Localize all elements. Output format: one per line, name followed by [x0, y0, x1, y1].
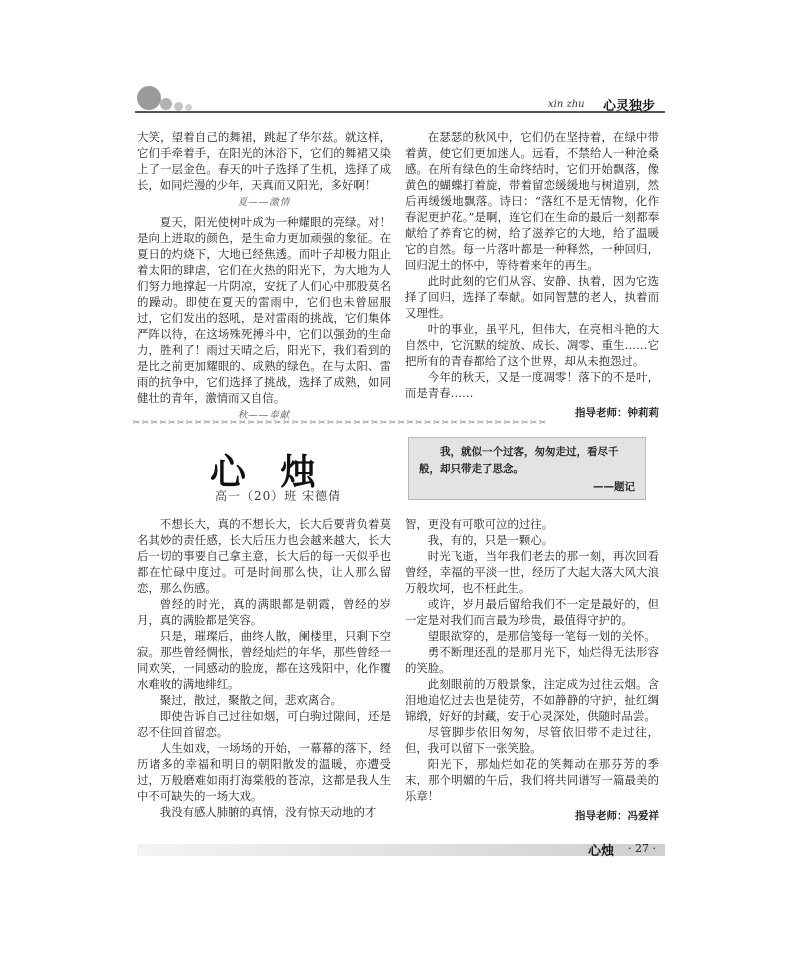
- paragraph: 只是，璀璨后，曲终人散，阑楼里，只剩下空寂。那些曾经惆怅，曾经灿烂的年华，那些曾经一同欢笑，一同感动的脸庞，都在这残阳中，化作覆水难收的满地绯红。: [137, 629, 391, 691]
- paragraph: 尽管脚步依旧匆匆，尽管依旧带不走过往，但，我可以留下一张笑脸。: [405, 725, 659, 755]
- paragraph: 智，更没有可歌可泣的过往。: [405, 517, 554, 531]
- paragraph: 勇不断理还乱的是那月光下，灿烂得无法形容的笑脸。: [405, 645, 659, 675]
- header-rule: [135, 111, 665, 113]
- paragraph: 或许，岁月最后留给我们不一定是最好的，但一定是对我们而言最为珍贵，最值得守护的。: [405, 597, 659, 627]
- paragraph: 夏天，阳光使树叶成为一种耀眼的亮绿。对！是向上进取的颜色，是生命力更加顽强的象征。在夏日的灼烧下，大地已经焦透。而叶子却极力阻止着太阳的肆虐，它们在火热的阳光下，为大地为人们努力地撑起一片阴凉，安抚了人们心中那股莫名的躁动。即使在夏天的雷雨中，它们也未曾屈服过，它们发出的怒吼，是对雷雨的挑战，它们集体严阵以待，在这场殊死搏斗中，它们以强劲的生命力，胜利了！雨过天晴之后，阳光下，我们看到的是比之前更加耀眼的、成熟的绿色。在与太阳、雷雨的抗争中，它们选择了挑战，选择了成熟，如同健壮的青年，激情而又自信。: [137, 215, 391, 405]
- paragraph: 人生如戏，一场场的开始，一幕幕的落下，经历诸多的幸福和明日的朝阳散发的温暖，亦遭受过，万般磨难如雨打海棠般的苍凉，这都是我人生中不可缺失的一场大戏。: [137, 741, 391, 803]
- paragraph: 即使告诉自己过往如烟，可白驹过隙间，还是忍不住回首留恋。: [137, 709, 391, 739]
- footer-title: 心烛: [588, 844, 615, 859]
- footer-band: [137, 844, 665, 856]
- paragraph: 不想长大，真的不想长大，长大后要背负着莫名其妙的责任感，长大后压力也会越来越大，长大后一切的事要自己拿主意，长大后的每一天似乎也都在忙碌中度过。可是时间那么快，让人那么留恋，那么伤感。: [137, 517, 391, 595]
- paragraph: 今年的秋天，又是一度凋零！落下的不是叶，而是青春……: [405, 370, 659, 400]
- paragraph: 大笑，望着自己的舞裙，跳起了华尔兹。就这样，它们手牵着手，在阳光的沐浴下，它们的舞裙又染上了一层金色。春天的叶子选择了生机，选择了成长，如同烂漫的少年，天真而又阳光，多好啊！: [137, 130, 391, 192]
- paragraph: 此时此刻的它们从容、安静、执着，因为它选择了回归，选择了奉献。如同智慧的老人，执着而又理性。: [405, 274, 659, 320]
- header-pinyin: xin zhu: [548, 99, 585, 110]
- paragraph: 在瑟瑟的秋风中，它们仍在坚持着，在绿中带着黄，使它们更加迷人。远看，不禁给人一种沧桑感。在所有绿色的生命终结时，它们开始飘落，像黄色的蝴蝶打着旋，带着留恋缓缓地与树道别，然后再缓缓地飘落。诗曰：“落红不是无情物，化作春泥更护花。”是啊，连它们在生命的最后一刻都奉献给了养育它的树，给了滋养它的大地，给了温暖它的自然。每一片落叶都是一种释然，一种回归，回归泥土的怀中，等待着来年的再生。: [405, 130, 659, 272]
- top-right-column: [405, 129, 659, 421]
- header-dot-large: [137, 86, 161, 110]
- paragraph: 曾经的时光，真的满眼都是朝霞，曾经的岁月，真的满脸都是笑容。: [137, 597, 391, 627]
- paragraph: 时光飞逝，当年我们老去的那一刻，再次回看曾经，幸福的平淡一世，经历了大起大落大风大浪万般坎坷，也不枉此生。: [405, 549, 659, 595]
- scissors-divider: ✂ ✂ ✂ ✂ ✂ ✂ ✂ ✂ ✂ ✂ ✂ ✂ ✂ ✂ ✂ ✂ ✂ ✂ ✂ ✂ ✂ ✂ ✂ ✂ ✂ ✂ ✂ ✂ ✂ ✂ ✂ ✂ ✂ ✂ ✂ ✂ ✂ ✂ ✂ ✂ ✂ ✂ ✂ ✂ ✂ ✂ ✂: [133, 418, 546, 428]
- bottom-right-column: [405, 516, 659, 824]
- article-byline: 高一（20）班 宋德倩: [215, 489, 342, 503]
- epigraph-box: [408, 437, 646, 500]
- epigraph-text: 我，就似一个过客，匆匆走过，看尽千般，却只带走了思念。: [419, 446, 619, 475]
- bottom-left-column: [137, 516, 391, 820]
- paragraph: 我，有的，只是一颗心。: [427, 533, 554, 547]
- advisor-credit: 指导老师：冯爱祥: [575, 810, 659, 822]
- top-left-column: [137, 129, 391, 427]
- header-dot-small: [174, 102, 183, 111]
- epigraph-label: ——题记: [593, 481, 635, 493]
- paragraph: 我没有感人肺腑的真情，没有惊天动地的才: [159, 805, 377, 819]
- subheading-autumn: 秋——奉献: [237, 410, 291, 421]
- paragraph: 聚过，散过，聚散之间，悲欢离合。: [159, 693, 343, 707]
- paragraph: 此刻眼前的万般景象，注定成为过往云烟。含泪地追忆过去也是徒劳，不如静静的守护，扯红绸锦缎，好好的封藏，安于心灵深处，供随时品尝。: [405, 677, 659, 723]
- subheading-summer: 夏——激情: [237, 197, 291, 208]
- header-dot-tiny: [185, 104, 192, 111]
- paragraph: 阳光下，那灿烂如花的笑舞动在那芬芳的季末，那个明媚的午后，我们将共同谱写一篇最美的乐章！: [405, 757, 659, 803]
- section-title: 心灵独步: [603, 99, 656, 114]
- article-title: 心烛: [210, 451, 351, 493]
- paragraph: 叶的事业，虽平凡，但伟大，在亮相斗艳的大自然中，它沉默的绽放、成长、凋零、重生……它把所有的青春都给了这个世界，却从未抱怨过。: [405, 322, 659, 368]
- header-dot-medium: [160, 98, 172, 110]
- paragraph: 望眼欲穿的，是那信笺每一笔每一划的关怀。: [427, 629, 656, 643]
- advisor-credit: 指导老师：钟莉莉: [575, 407, 659, 419]
- page-number: · 27 ·: [628, 842, 656, 855]
